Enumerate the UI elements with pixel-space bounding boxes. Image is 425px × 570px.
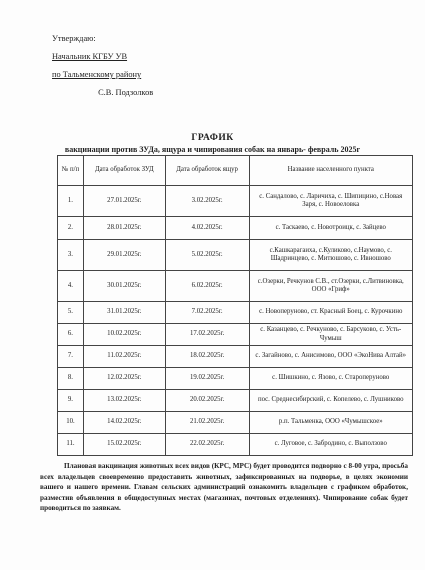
row-settlement: р.п. Тальменка, ООО «Чумышское» [249,412,413,434]
header-zud-date: Дата обработок ЗУД [83,156,165,186]
approval-heading: Утверждаю: [52,34,96,43]
row-yashur-date: 7.02.2025г. [165,302,249,324]
header-number: № п/п [58,156,84,186]
row-zud-date: 14.02.2025г. [83,412,165,434]
notice-text: Плановая вакцинация животных всех видов (КРС, МРС) будет проводится подворно с 8-00 утра, просьба всех владельцев своевременно предоставить животных, зафиксированных на подворье, в целях экономии вашего и нашего времени. Главам сельских администраций ознакомить владельцев с графиком обработок, разместив объявления в общедоступных местах (магазинах, почтовых отделениях). Чипирование собак будет проводиться по заявкам. [40,462,408,513]
table-row [58,240,413,271]
row-yashur-date: 4.02.2025г. [165,217,249,240]
row-number: 10. [58,412,84,434]
row-settlement: с.Кашкарагаиха, с.Куликово, с.Наумово, с. Шадринцево, с. Митюшово, с. Ивношово [249,240,413,271]
row-yashur-date: 18.02.2025г. [165,346,249,368]
row-settlement: с.Озерки, Речкунов С.В., ст.Озерки, с.Литвиновка, ООО «Гриф» [249,271,413,302]
row-yashur-date: 22.02.2025г. [165,434,249,456]
approval-signer: С.В. Подзолков [98,88,154,97]
row-yashur-date: 21.02.2025г. [165,412,249,434]
row-zud-date: 13.02.2025г. [83,390,165,412]
row-settlement: с. Луговое, с. Забродино, с. Выползово [249,434,413,456]
table-header-row [58,156,413,186]
row-zud-date: 11.02.2025г. [83,346,165,368]
table-row [58,302,413,324]
approval-position: Начальник КГБУ УВ [52,52,128,61]
row-number: 6. [58,324,84,346]
table-row [58,324,413,346]
document-subtitle: вакцинации против ЗУДа, ящура и чипирования собак на январь- февраль 2025г [64,145,361,154]
row-number: 3. [58,240,84,271]
row-settlement: с. Казанцево, с. Речкуново, с. Барсуково, с. Усть-Чумыш [249,324,413,346]
row-yashur-date: 20.02.2025г. [165,390,249,412]
row-settlement: с. Сандалово, с. Ларичиха, с. Шипицино, с.Новая Заря, с. Новоеловка [249,186,413,217]
document-title: ГРАФИК [191,133,234,143]
row-number: 4. [58,271,84,302]
row-number: 11. [58,434,84,456]
table-row [58,412,413,434]
approval-signature-line [52,84,153,102]
row-number: 5. [58,302,84,324]
row-number: 2. [58,217,84,240]
table-row [58,217,413,240]
table-row [58,434,413,456]
schedule-table [57,155,413,456]
row-yashur-date: 17.02.2025г. [165,324,249,346]
row-zud-date: 28.01.2025г. [83,217,165,240]
row-yashur-date: 19.02.2025г. [165,368,249,390]
row-zud-date: 10.02.2025г. [83,324,165,346]
header-yashur-date: Дата обработок ящур [165,156,249,186]
table-row [58,271,413,302]
header-settlement: Название населенного пункта [249,156,413,186]
approval-district: по Тальменскому району [52,70,142,79]
row-settlement: пос. Среднесибирский, с. Копелево, с. Лушниково [249,390,413,412]
row-number: 8. [58,368,84,390]
row-yashur-date: 3.02.2025г. [165,186,249,217]
row-zud-date: 31.01.2025г. [83,302,165,324]
table-row [58,186,413,217]
table-row [58,346,413,368]
table-row [58,368,413,390]
row-number: 9. [58,390,84,412]
row-number: 1. [58,186,84,217]
table-row [58,390,413,412]
notice-paragraph [40,461,408,514]
row-zud-date: 30.01.2025г. [83,271,165,302]
row-number: 7. [58,346,84,368]
row-zud-date: 15.02.2025г. [83,434,165,456]
row-zud-date: 12.02.2025г. [83,368,165,390]
row-settlement: с. Загайново, с. Анисимово, ООО «ЭкоНива Алтай» [249,346,413,368]
row-settlement: с. Шишкино, с. Язово, с. Староперуново [249,368,413,390]
row-zud-date: 29.01.2025г. [83,240,165,271]
row-yashur-date: 5.02.2025г. [165,240,249,271]
row-yashur-date: 6.02.2025г. [165,271,249,302]
row-settlement: с. Новоперуново, ст. Красный Боец, с. Курочкино [249,302,413,324]
row-settlement: с. Таскаево, с. Новотроицк, с. Зайцево [249,217,413,240]
approval-block [52,30,153,102]
row-zud-date: 27.01.2025г. [83,186,165,217]
